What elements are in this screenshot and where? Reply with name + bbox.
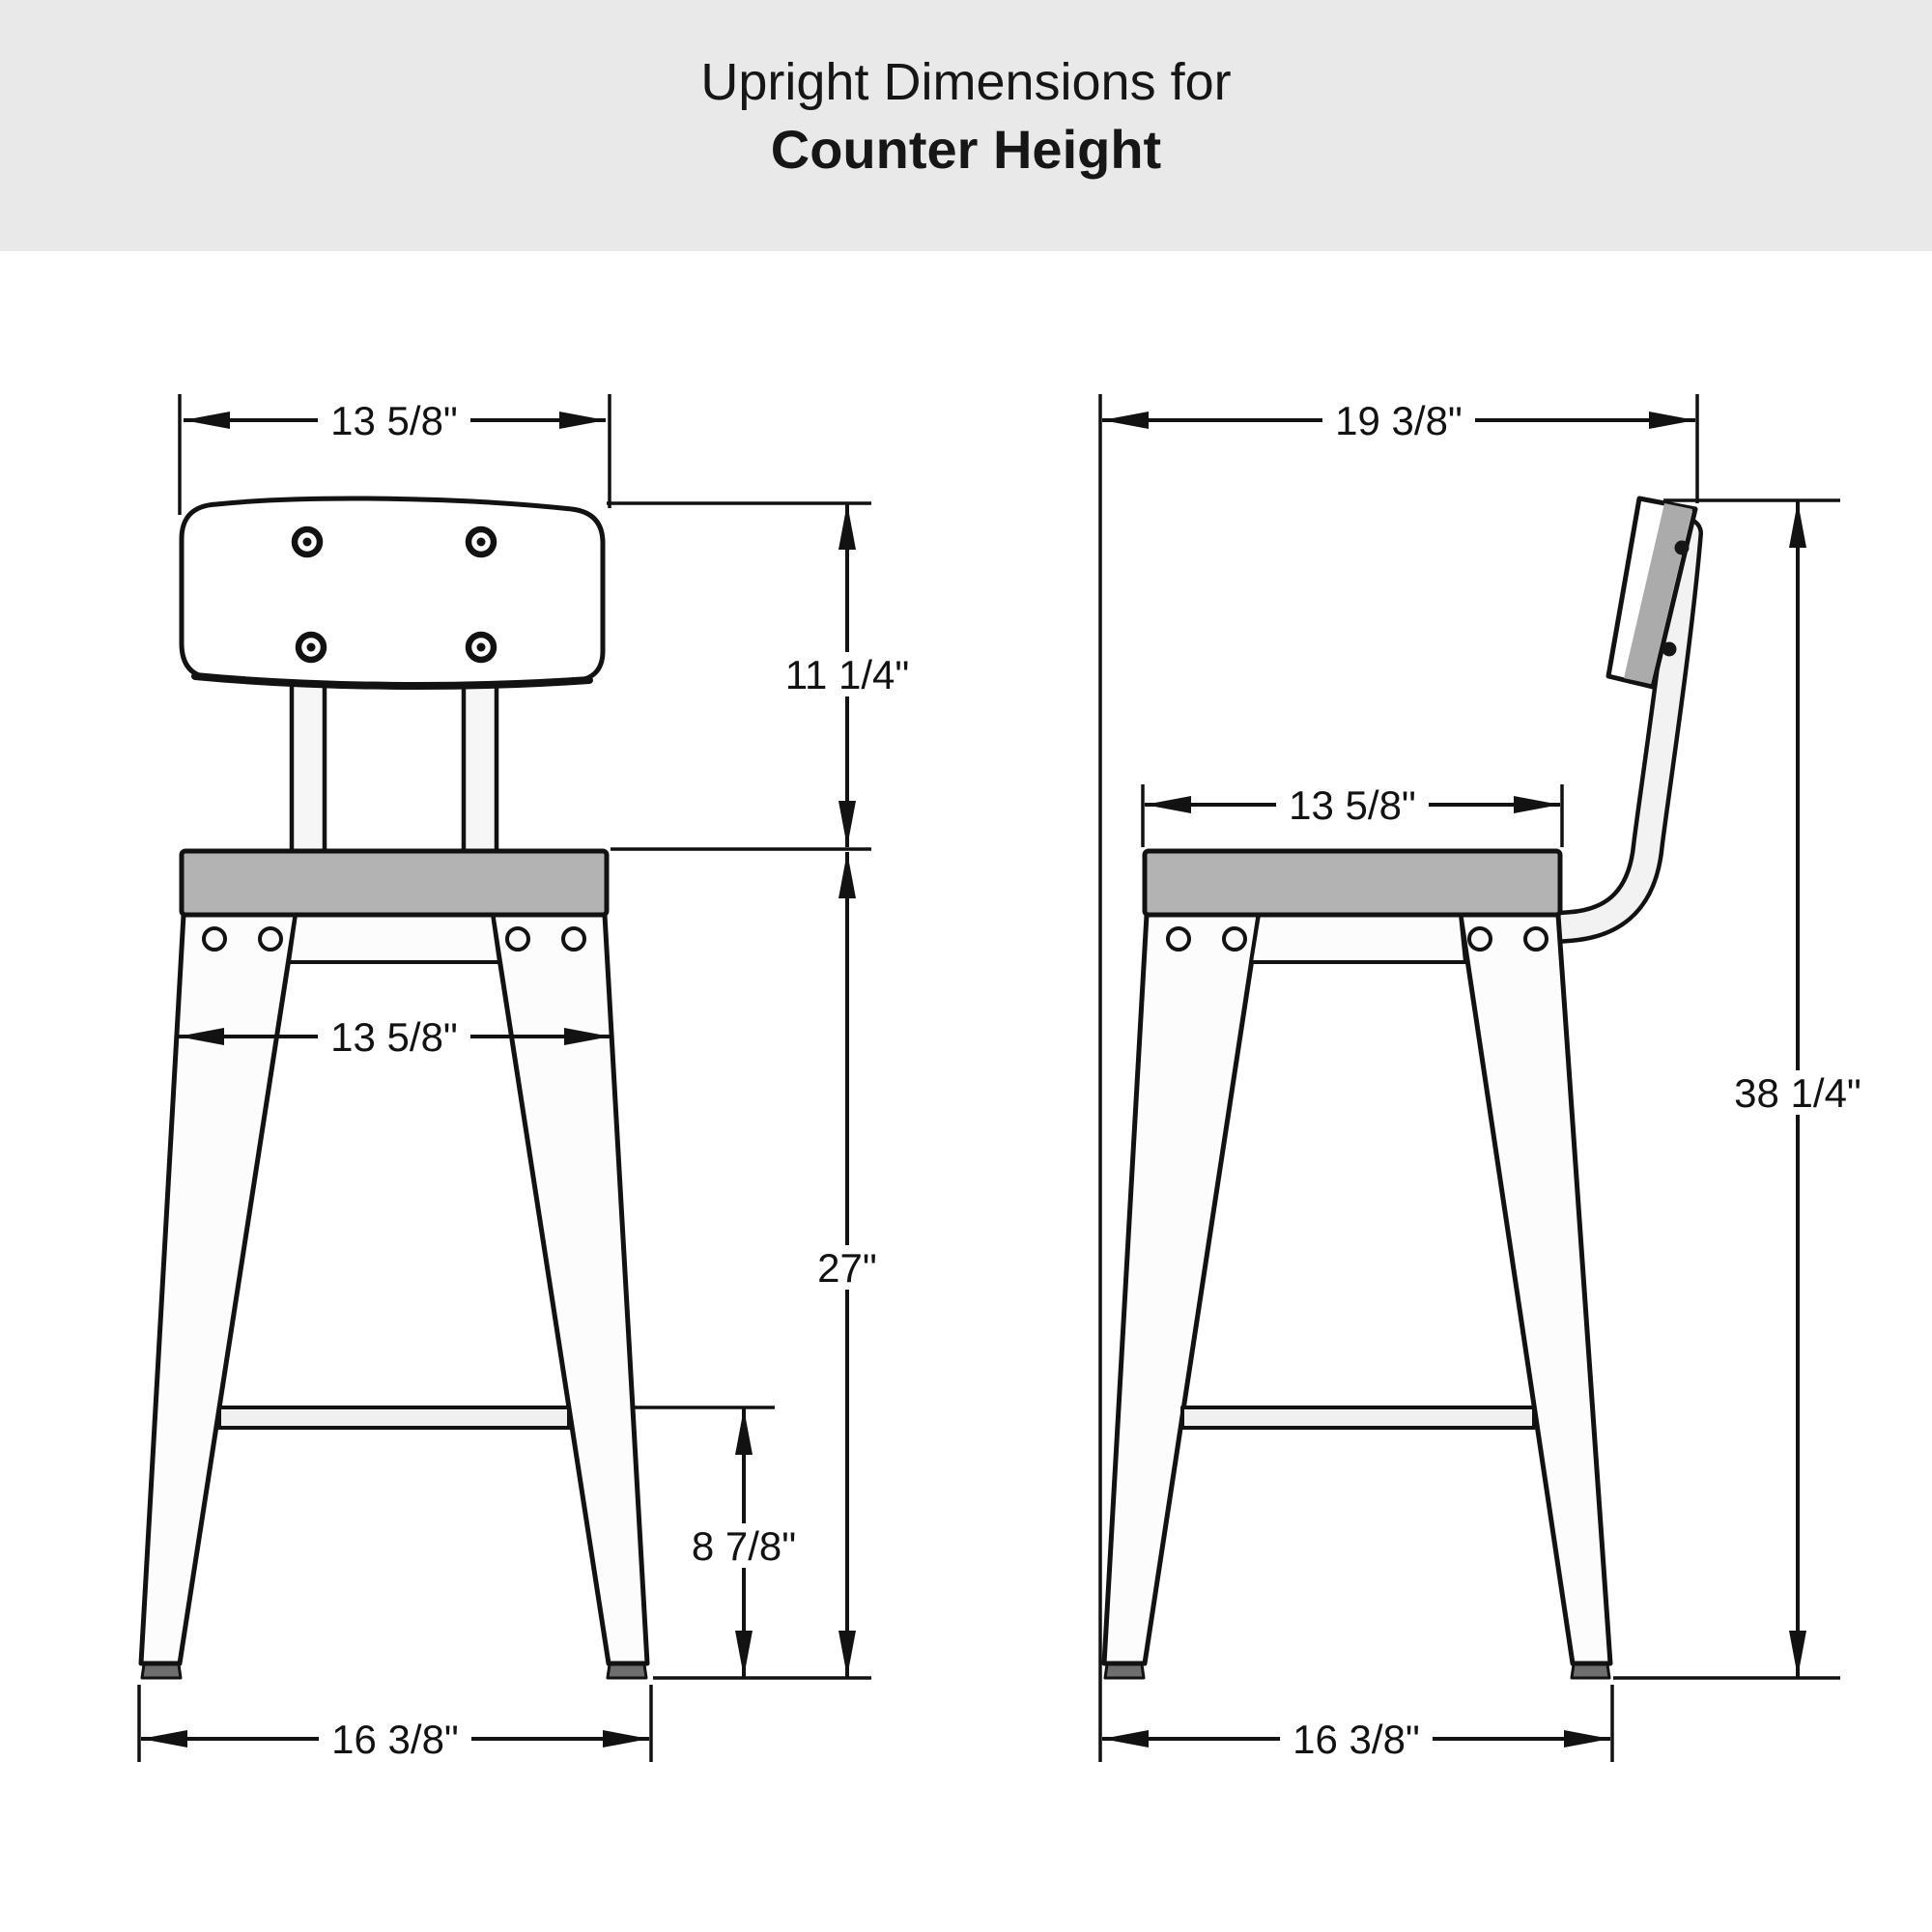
bolt-center [303, 538, 312, 547]
dim-label-front-seat-width: 13 5/8" [330, 1014, 458, 1060]
side-seat [1145, 851, 1560, 915]
front-left-foot-glide [142, 1664, 181, 1678]
bolt-icon [1675, 541, 1690, 555]
front-left-leg [141, 915, 296, 1663]
rivet-icon [1224, 928, 1245, 950]
rivet-icon [1168, 928, 1189, 950]
side-front-foot-glide [1105, 1664, 1144, 1678]
side-rear-foot-glide [1572, 1664, 1609, 1678]
arrow-right-icon [1649, 412, 1695, 429]
bolt-center [477, 643, 486, 652]
front-backrest-post-right [464, 682, 497, 852]
rivet-icon [260, 928, 281, 950]
arrow-up-icon [838, 852, 856, 898]
dim-label-front-backrest-height: 11 1/4" [784, 652, 910, 697]
side-footrest [1182, 1407, 1534, 1428]
bolt-center [477, 538, 486, 547]
front-view-stool [141, 498, 647, 1678]
front-right-leg [493, 915, 647, 1663]
arrow-right-icon [603, 1730, 649, 1747]
arrow-up-icon [838, 503, 856, 550]
page-title-line1: Upright Dimensions for [700, 53, 1232, 111]
dim-label-side-base-depth: 16 3/8" [1293, 1717, 1420, 1762]
arrow-left-icon [1102, 412, 1149, 429]
title-banner [0, 0, 1932, 251]
arrow-left-icon [141, 1730, 187, 1747]
arrow-right-icon [1564, 1730, 1610, 1747]
side-front-leg [1104, 915, 1259, 1663]
rivet-icon [1525, 928, 1547, 950]
bolt-icon [1662, 642, 1677, 657]
arrow-down-icon [838, 1631, 856, 1677]
dim-label-front-base-width: 16 3/8" [331, 1717, 459, 1762]
front-right-foot-glide [608, 1664, 646, 1678]
arrow-left-icon [1145, 796, 1191, 813]
page-title-line2: Counter Height [770, 119, 1162, 180]
bolt-center [307, 643, 316, 652]
arrow-down-icon [838, 801, 856, 847]
dim-label-side-overall-height: 38 1/4" [1734, 1070, 1861, 1116]
side-view-stool [1104, 498, 1695, 1678]
arrow-up-icon [1789, 501, 1806, 548]
dim-label-front-footrest-height: 8 7/8" [691, 1523, 797, 1569]
front-backrest-panel [182, 498, 603, 686]
dim-label-side-overall-depth: 19 3/8" [1335, 398, 1463, 443]
dim-label-front-backrest-width: 13 5/8" [330, 398, 458, 443]
dim-label-front-seat-height: 27" [817, 1245, 877, 1291]
arrow-left-icon [1102, 1730, 1149, 1747]
front-backrest-post-left [292, 682, 325, 852]
front-footrest [219, 1407, 569, 1428]
rivet-icon [507, 928, 528, 950]
arrow-down-icon [1789, 1631, 1806, 1677]
dim-label-side-seat-depth: 13 5/8" [1289, 782, 1416, 828]
rivet-icon [1469, 928, 1491, 950]
front-seat [182, 851, 607, 915]
side-rear-leg [1461, 915, 1610, 1663]
arrow-down-icon [735, 1631, 753, 1677]
rivet-icon [563, 928, 584, 950]
front-apron [289, 915, 499, 962]
arrow-right-icon [559, 412, 606, 429]
arrow-left-icon [184, 412, 230, 429]
side-apron [1251, 915, 1465, 962]
arrow-right-icon [1514, 796, 1560, 813]
arrow-up-icon [735, 1408, 753, 1455]
rivet-icon [204, 928, 225, 950]
